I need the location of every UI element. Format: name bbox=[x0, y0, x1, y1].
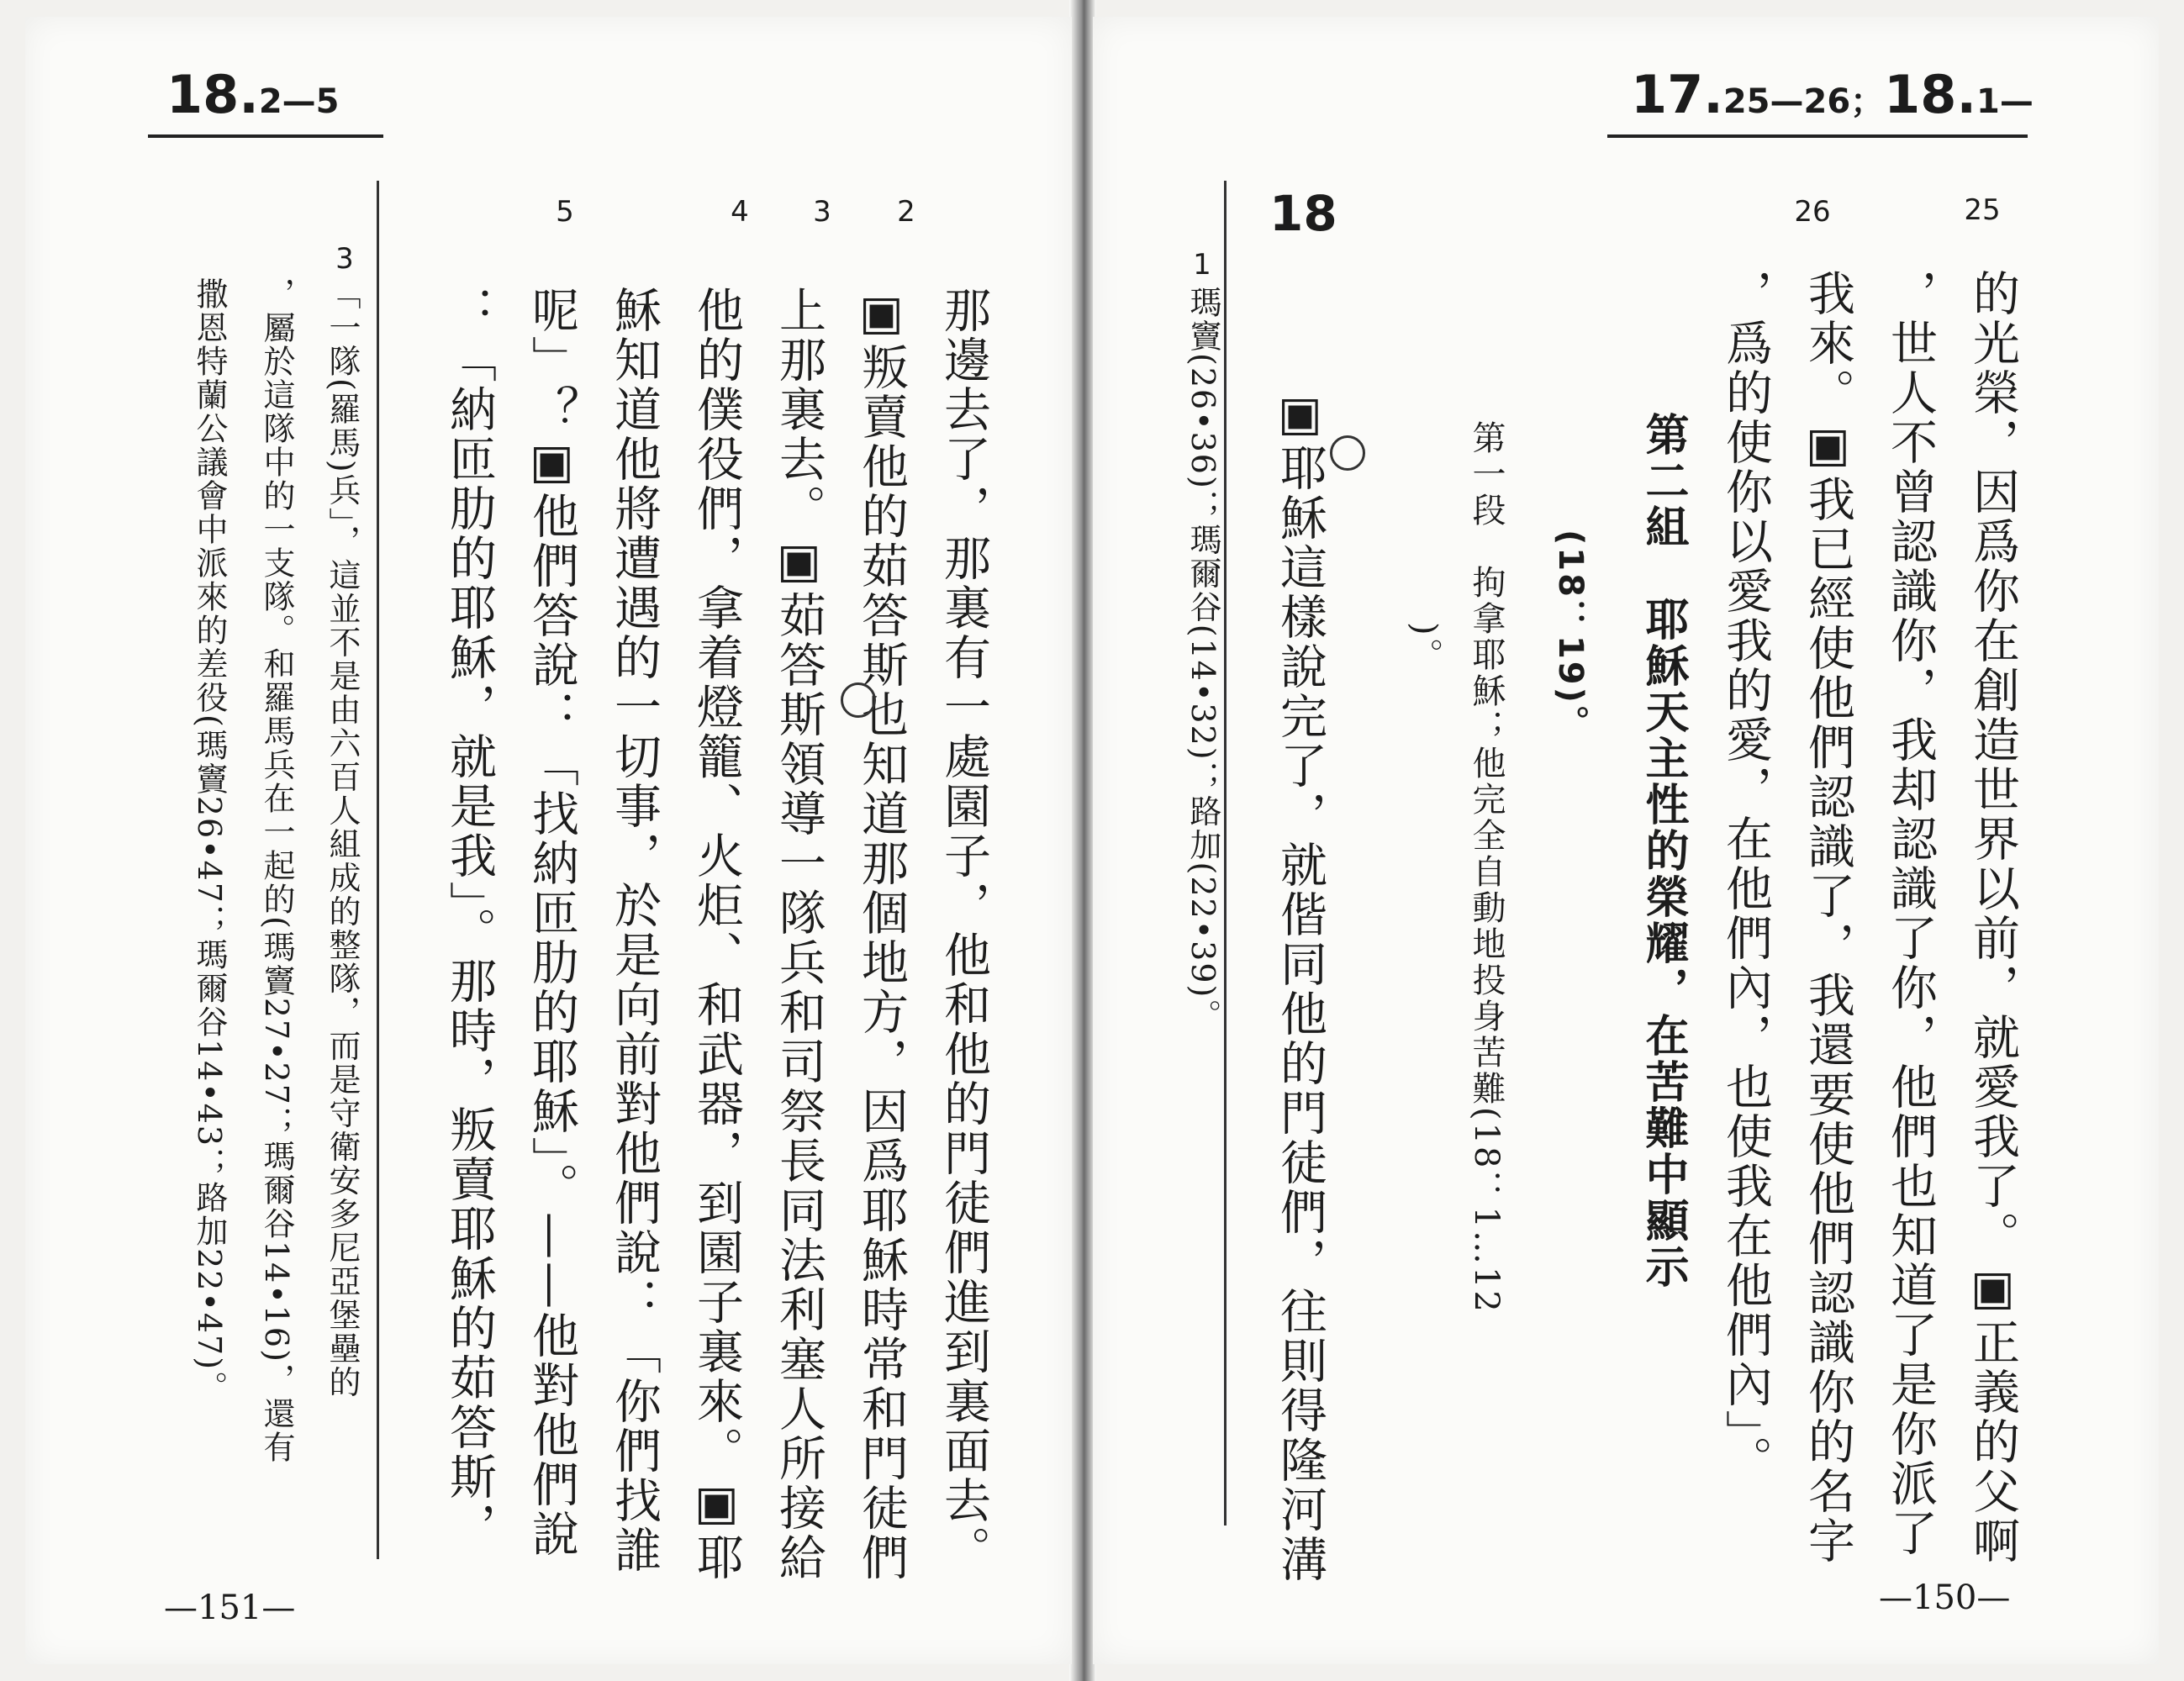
text-column: 我來。▣我已經使他們認識了，我還要使他們認識你的名字 bbox=[1801, 269, 1855, 1566]
text-column: 上那裏去。▣茹答斯領導一隊兵和司祭長同法利塞人所接給 bbox=[772, 286, 826, 1583]
chapter-number: 18 bbox=[1269, 185, 1337, 242]
text-column: ，世人不曾認識你，我却認識了你，他們也知道了是你派了 bbox=[1883, 269, 1938, 1558]
text-column: ，爲的使你以愛我的愛，在他們內，也使我在他們內」。 bbox=[1718, 269, 1773, 1485]
subsection-title: 第一段 拘拿耶穌；他完全自動地投身苦難(18：1…12 bbox=[1467, 420, 1506, 1315]
right-page bbox=[1093, 17, 2159, 1664]
left-running-header bbox=[166, 64, 340, 125]
right-header-verses-b: 1— bbox=[1976, 82, 2034, 121]
text-column: 那邊去了，那裏有一處園子，他和他的門徒們進到裏面去。 bbox=[936, 286, 991, 1575]
verse-number: 25 bbox=[1964, 193, 2001, 227]
annotation-marker-icon bbox=[1330, 435, 1365, 471]
verse-number: 3 bbox=[813, 195, 831, 229]
note-column: 「一隊(羅馬)兵」，這並不是由六百人組成的整隊，而是守衛安多尼亞堡壘的 bbox=[324, 277, 361, 1399]
left-header-chapter: 18. bbox=[166, 64, 259, 125]
right-header-verses-a: 25—26； bbox=[1722, 82, 1885, 121]
subsection-close: )。 bbox=[1405, 622, 1443, 674]
verse-number: 5 bbox=[556, 195, 574, 229]
right-running-header bbox=[1631, 64, 2034, 125]
note-column: 瑪竇(26•36)；瑪爾谷(14•32)；路加(22•39)。 bbox=[1184, 286, 1221, 1033]
note-column: ，屬於這隊中的一支隊。和羅馬兵在一起的(瑪竇27•27；瑪爾谷14•16)，還有 bbox=[258, 277, 295, 1464]
section-reference: (18：19)。 bbox=[1551, 530, 1590, 741]
notes-divider bbox=[1224, 181, 1227, 1526]
page-number: —151— bbox=[164, 1589, 296, 1627]
right-header-chapter-b: 18. bbox=[1884, 64, 1977, 125]
left-header-verses: 2—5 bbox=[258, 82, 340, 121]
notes-divider bbox=[377, 181, 379, 1559]
text-column: 穌知道他將遭遇的一切事，於是向前對他們說：「你們找誰 bbox=[607, 286, 662, 1575]
right-header-rule bbox=[1607, 134, 2028, 138]
text-column: 呢」？▣他們答說：「找納匝肋的耶穌」。——他對他們說 bbox=[525, 286, 579, 1559]
chapter-opening-text: ▣耶穌這樣說完了，就偕同他的門徒們，往則得隆河溝 bbox=[1273, 387, 1327, 1584]
verse-number: 4 bbox=[731, 195, 749, 229]
annotation-marker-icon bbox=[841, 682, 876, 718]
text-column: 他的僕役們，拿着燈籠、火炬、和武器，到園子裏來。▣耶 bbox=[689, 286, 744, 1583]
note-number: 3 bbox=[335, 242, 354, 276]
right-header-chapter-a: 17. bbox=[1631, 64, 1723, 125]
verse-number: 2 bbox=[897, 195, 915, 229]
text-column: ▣叛賣他的茹答斯也知道那個地方，因爲耶穌時常和門徒們 bbox=[854, 286, 909, 1583]
section-title: 第二組 耶穌天主性的榮耀，在苦難中顯示 bbox=[1638, 412, 1689, 1290]
page-number: —150— bbox=[1879, 1578, 2011, 1617]
left-page bbox=[25, 17, 1072, 1664]
text-column: 的光榮，因爲你在創造世界以前，就愛我了。▣正義的父啊 bbox=[1965, 269, 2020, 1566]
note-number: 1 bbox=[1193, 248, 1211, 282]
note-column: 撒恩特蘭公議會中派來的差役(瑪竇26•47；瑪爾谷14•43；路加22•47)。 bbox=[191, 277, 228, 1405]
left-header-rule bbox=[148, 134, 383, 138]
verse-number: 26 bbox=[1794, 195, 1831, 229]
text-column: ：「納匝肋的耶穌，就是我」。那時，叛賣耶穌的茹答斯， bbox=[442, 286, 497, 1552]
